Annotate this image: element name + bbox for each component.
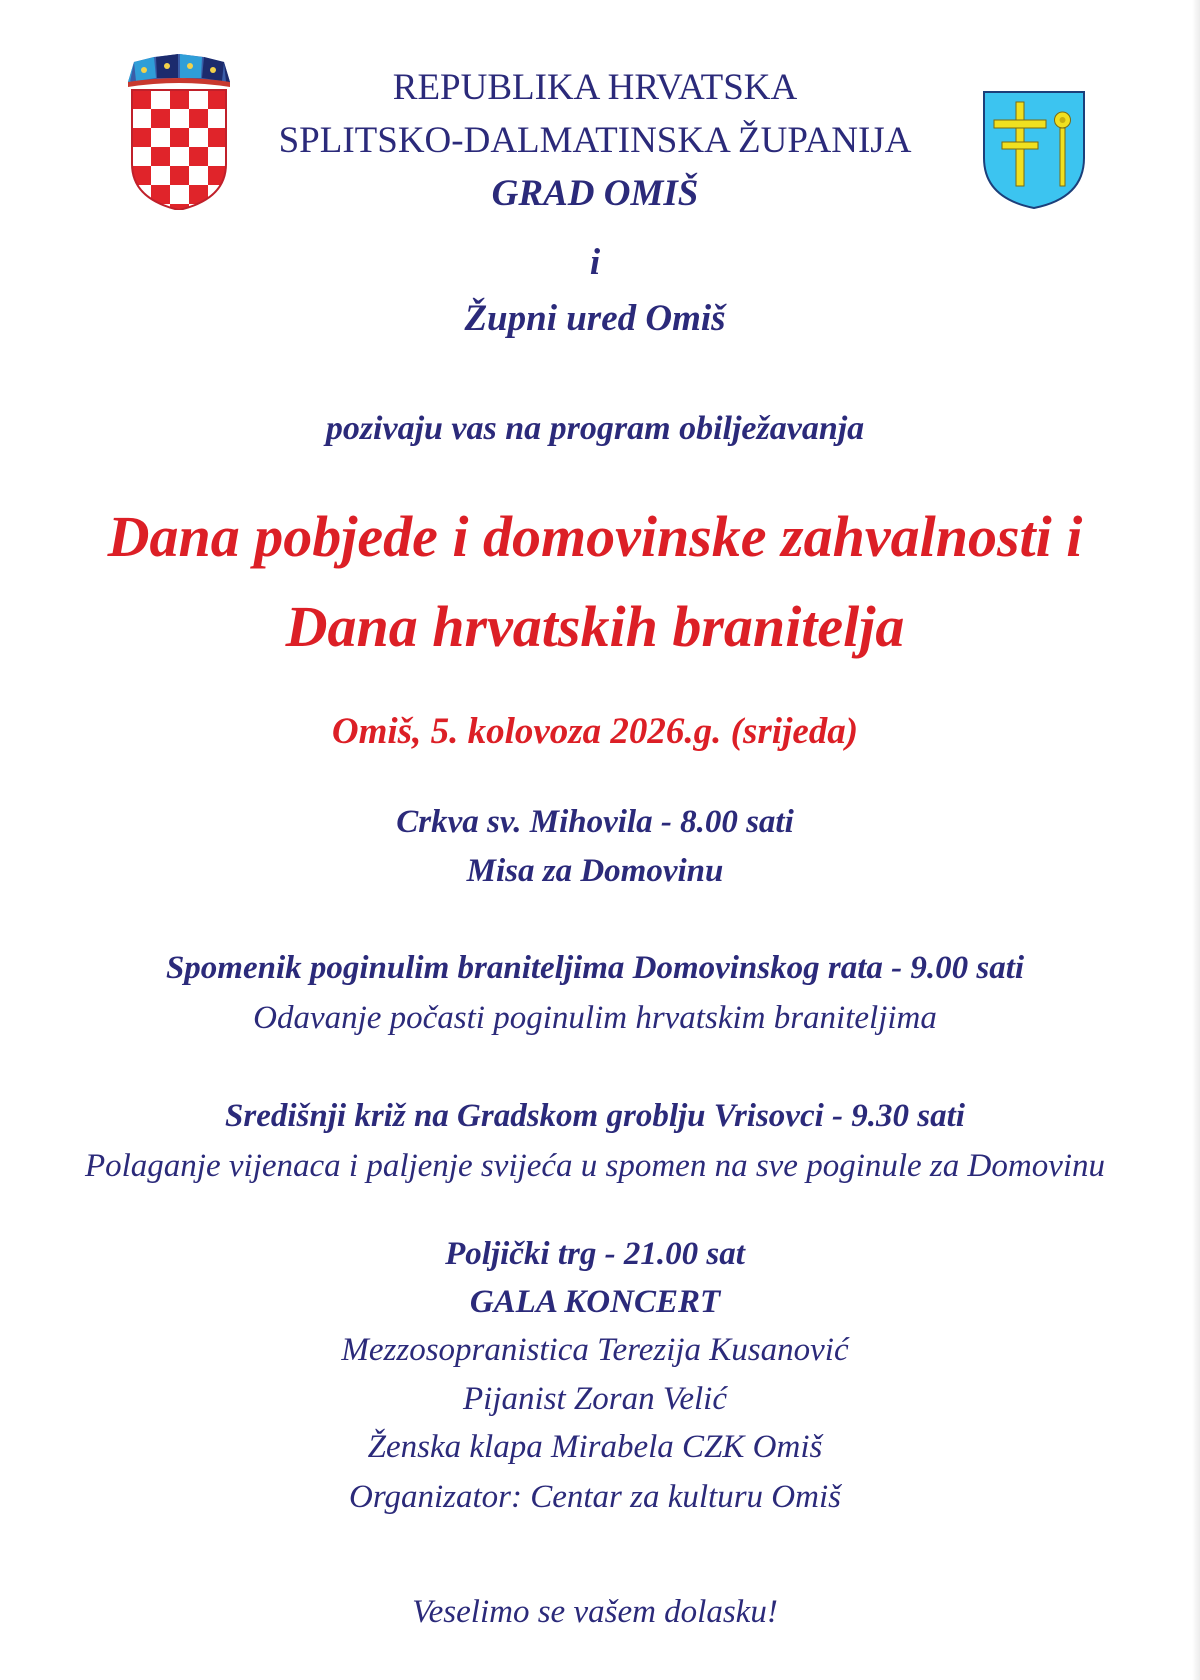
page-edge-shadow bbox=[1192, 0, 1200, 1680]
program-item-detail: Odavanje počasti poginulim hrvatskim braniteljima bbox=[253, 1000, 937, 1036]
closing-note: Veselimo se vašem dolasku! bbox=[412, 1594, 778, 1630]
program-item-detail: Polaganje vijenaca i paljenje svijeća u spomen na sve poginule za Domovinu bbox=[84, 1148, 1106, 1184]
invitation-text: pozivaju vas na program obilježavanja bbox=[325, 410, 865, 447]
organizer-line: Organizator: Centar za kulturu Omiš bbox=[349, 1479, 841, 1515]
program-item-title: Središnji križ na Gradskom groblju Vrisovci - 9.30 sati bbox=[225, 1098, 965, 1134]
gala-concert-heading: GALA KONCERT bbox=[469, 1284, 721, 1320]
program-item-title: Poljički trg - 21.00 sat bbox=[445, 1236, 745, 1272]
program-item-title: Crkva sv. Mihovila - 8.00 sati bbox=[396, 804, 794, 840]
header-county: SPLITSKO-DALMATINSKA ŽUPANIJA bbox=[278, 120, 912, 161]
event-title-line-1: Dana pobjede i domovinske zahvalnosti i bbox=[107, 504, 1083, 569]
header-parish-office: Župni ured Omiš bbox=[464, 298, 726, 339]
program-item-title: Spomenik poginulim braniteljima Domovinskog rata - 9.00 sati bbox=[165, 950, 1025, 986]
performer-line: Ženska klapa Mirabela CZK Omiš bbox=[367, 1429, 823, 1465]
performer-line: Pijanist Zoran Velić bbox=[463, 1381, 727, 1417]
header-conjunction: i bbox=[589, 242, 601, 283]
header-republic: REPUBLIKA HRVATSKA bbox=[392, 67, 798, 108]
header-city: GRAD OMIŠ bbox=[491, 173, 699, 214]
event-date: Omiš, 5. kolovoza 2026.g. (srijeda) bbox=[331, 711, 859, 752]
program-item-detail: Misa za Domovinu bbox=[466, 853, 724, 889]
performer-line: Mezzosopranistica Terezija Kusanović bbox=[341, 1332, 849, 1368]
event-title-line-2: Dana hrvatskih branitelja bbox=[285, 594, 905, 659]
